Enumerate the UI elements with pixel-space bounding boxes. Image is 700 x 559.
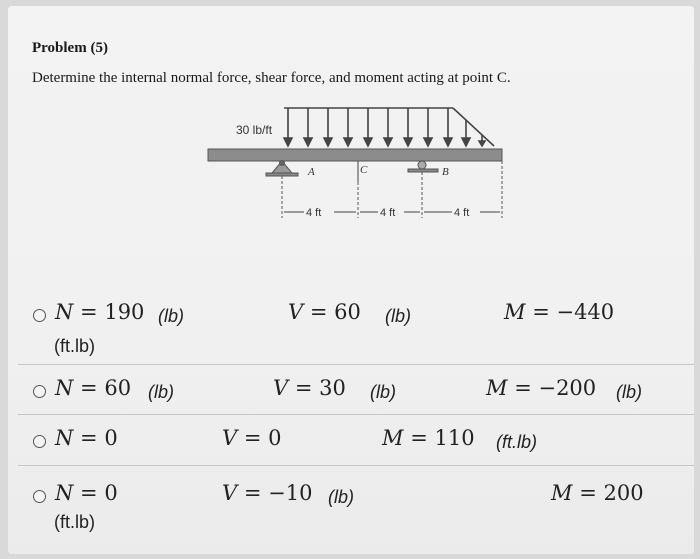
normal-force-unit: (lb)	[148, 382, 174, 402]
moment-value: M = 200	[551, 481, 644, 505]
normal-force-value: N = 190	[55, 300, 145, 324]
extra-unit-label: (ft.lb)	[54, 512, 96, 532]
dimension-label-3: 4 ft	[454, 207, 470, 219]
normal-force-value: N = 60	[55, 376, 132, 400]
pin-support-a	[266, 161, 298, 177]
moment-value: M = 110	[382, 426, 475, 450]
moment-value: M = −440	[504, 300, 615, 324]
dimension-label-1: 4 ft	[306, 207, 322, 219]
load-arrows	[284, 108, 485, 146]
radio-button[interactable]	[33, 435, 46, 448]
beam	[208, 149, 502, 161]
moment-unit: (lb)	[616, 382, 642, 402]
shear-force-value: V = 30	[273, 376, 346, 400]
shear-force-unit: (lb)	[328, 487, 354, 507]
dimension-label-2: 4 ft	[380, 207, 396, 219]
option-divider	[18, 465, 694, 466]
moment-unit: (ft.lb)	[496, 432, 538, 452]
roller-support-b	[408, 161, 438, 172]
shear-force-value: V = 60	[288, 300, 361, 324]
option-divider	[18, 364, 694, 365]
point-b-label: B	[442, 166, 449, 178]
point-a-label: A	[308, 166, 315, 178]
problem-title: Problem (5)	[32, 40, 108, 56]
shear-force-value: V = 0	[222, 426, 282, 450]
load-label: 30 lb/ft	[236, 123, 273, 137]
shear-force-unit: (lb)	[385, 306, 411, 326]
normal-force-value: N = 0	[55, 426, 118, 450]
option-divider	[18, 414, 694, 415]
moment-value: M = −200	[486, 376, 597, 400]
radio-button[interactable]	[33, 385, 46, 398]
shear-force-value: V = −10	[222, 481, 313, 505]
worksheet	[8, 6, 694, 554]
normal-force-value: N = 0	[55, 481, 118, 505]
normal-force-unit: (lb)	[158, 306, 184, 326]
radio-button[interactable]	[33, 309, 46, 322]
extra-unit-label: (ft.lb)	[54, 336, 96, 356]
problem-prompt: Determine the internal normal force, shear force, and moment acting at point C.	[32, 70, 511, 86]
point-c-label: C	[360, 164, 368, 176]
beam-diagram	[198, 102, 518, 232]
radio-button[interactable]	[33, 490, 46, 503]
shear-force-unit: (lb)	[370, 382, 396, 402]
